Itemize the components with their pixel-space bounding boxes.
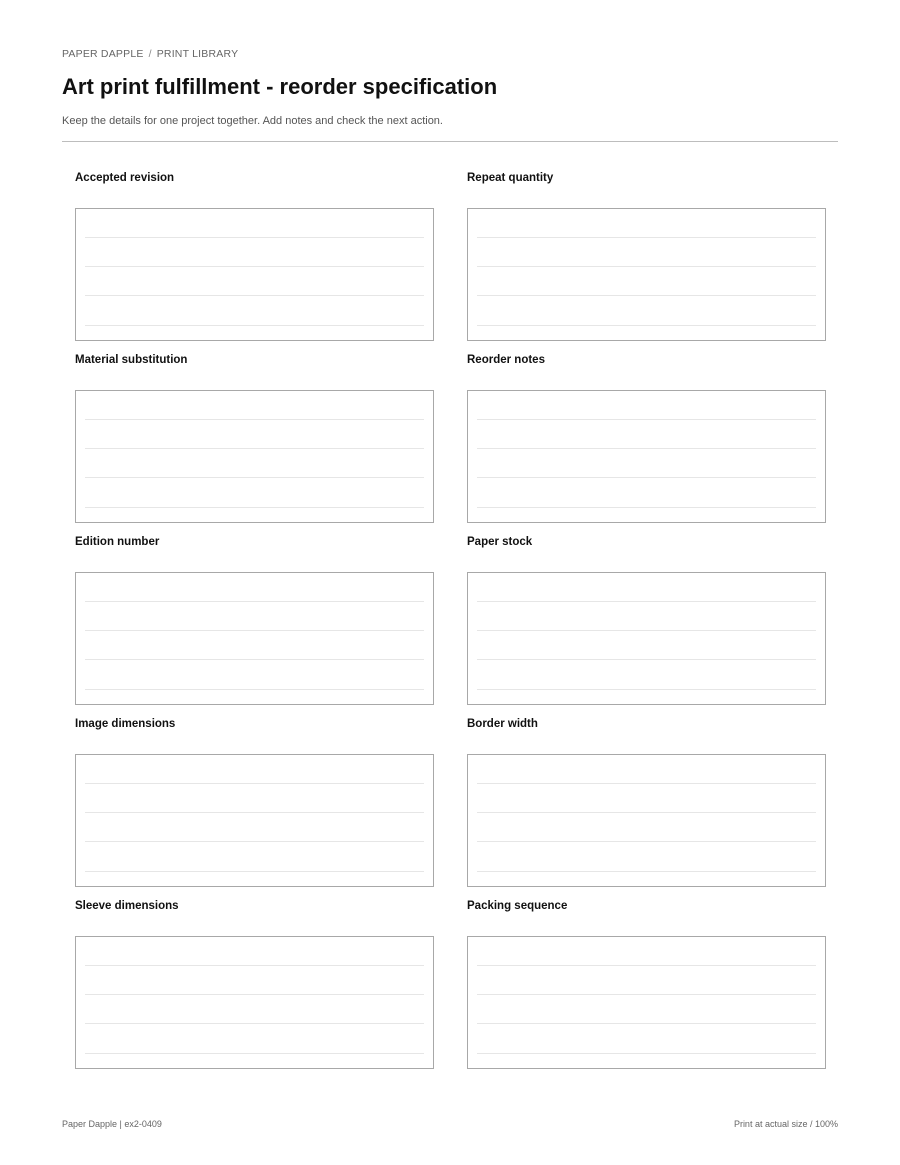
- writing-line: [85, 659, 424, 660]
- field-label: Packing sequence: [467, 900, 568, 912]
- writing-line: [477, 1023, 816, 1024]
- writing-line: [477, 419, 816, 420]
- field-reorder-notes: [467, 354, 826, 522]
- field-packing-sequence: [467, 900, 826, 1068]
- writing-line: [477, 841, 816, 842]
- writing-line: [477, 965, 816, 966]
- writing-line: [85, 601, 424, 602]
- writing-line: [477, 812, 816, 813]
- writing-line: [85, 841, 424, 842]
- field-label: Image dimensions: [75, 718, 176, 730]
- page-title: Art print fulfillment - reorder specification: [62, 74, 498, 99]
- field-input-box[interactable]: [75, 208, 434, 341]
- field-material-substitution: [75, 354, 434, 522]
- writing-line: [477, 295, 816, 296]
- field-image-dimensions: [75, 718, 434, 886]
- writing-line: [477, 448, 816, 449]
- writing-line: [85, 1053, 424, 1054]
- writing-line: [85, 965, 424, 966]
- field-border-width: [467, 718, 826, 886]
- field-repeat-quantity: [467, 172, 826, 340]
- writing-line: [477, 325, 816, 326]
- writing-line: [477, 994, 816, 995]
- writing-line: [85, 295, 424, 296]
- field-input-box[interactable]: [75, 572, 434, 705]
- writing-line: [85, 477, 424, 478]
- writing-line: [85, 630, 424, 631]
- field-input-box[interactable]: [467, 754, 826, 887]
- field-edition-number: [75, 536, 434, 704]
- field-label: Material substitution: [75, 354, 188, 366]
- writing-line: [477, 871, 816, 872]
- writing-line: [85, 266, 424, 267]
- writing-line: [85, 994, 424, 995]
- field-sleeve-dimensions: [75, 900, 434, 1068]
- writing-line: [477, 689, 816, 690]
- writing-line: [85, 325, 424, 326]
- page-subtitle: Keep the details for one project together. Add notes and check the next action.: [62, 115, 443, 127]
- writing-line: [85, 689, 424, 690]
- footer-print-note: Print at actual size / 100%: [733, 1119, 838, 1129]
- field-label: Sleeve dimensions: [75, 900, 179, 912]
- writing-line: [85, 448, 424, 449]
- writing-line: [477, 477, 816, 478]
- breadcrumb: [62, 48, 238, 60]
- field-accepted-revision: [75, 172, 434, 340]
- field-paper-stock: [467, 536, 826, 704]
- footer-document-id: Paper Dapple | ex2-0409: [62, 1119, 162, 1129]
- breadcrumb-current: PRINT LIBRARY: [156, 48, 239, 60]
- writing-line: [85, 783, 424, 784]
- writing-line: [477, 237, 816, 238]
- field-input-box[interactable]: [75, 936, 434, 1069]
- writing-line: [477, 1053, 816, 1054]
- writing-line: [477, 659, 816, 660]
- writing-line: [85, 419, 424, 420]
- writing-line: [85, 237, 424, 238]
- writing-line: [85, 871, 424, 872]
- breadcrumb-separator: /: [148, 48, 152, 60]
- writing-line: [85, 812, 424, 813]
- writing-line: [477, 507, 816, 508]
- field-input-box[interactable]: [467, 936, 826, 1069]
- field-label: Repeat quantity: [467, 172, 554, 184]
- field-input-box[interactable]: [75, 390, 434, 523]
- writing-line: [477, 266, 816, 267]
- breadcrumb-root[interactable]: PAPER DAPPLE: [62, 48, 144, 60]
- field-input-box[interactable]: [467, 390, 826, 523]
- writing-line: [477, 630, 816, 631]
- writing-line: [477, 601, 816, 602]
- field-label: Border width: [467, 718, 538, 730]
- writing-line: [85, 1023, 424, 1024]
- field-label: Paper stock: [467, 536, 533, 548]
- field-label: Edition number: [75, 536, 160, 548]
- field-grid: [75, 172, 826, 1068]
- field-input-box[interactable]: [75, 754, 434, 887]
- field-input-box[interactable]: [467, 572, 826, 705]
- field-label: Accepted revision: [75, 172, 175, 184]
- field-label: Reorder notes: [467, 354, 545, 366]
- writing-line: [85, 507, 424, 508]
- writing-line: [477, 783, 816, 784]
- header-divider: [62, 141, 838, 142]
- field-input-box[interactable]: [467, 208, 826, 341]
